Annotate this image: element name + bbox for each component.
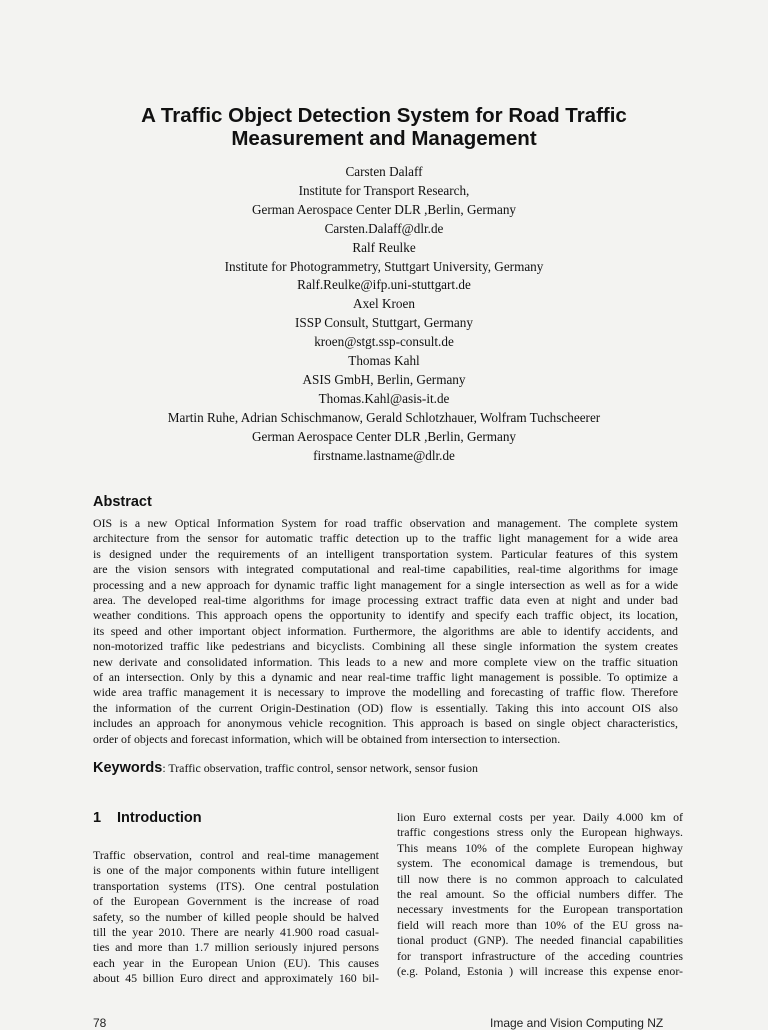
author-name: Ralf Reulke bbox=[352, 239, 416, 255]
author-email: kroen@stgt.ssp-consult.de bbox=[314, 334, 454, 350]
body-line: for transport infrastructure of the acceding countries bbox=[397, 948, 683, 963]
author-email: Carsten.Dalaff@dlr.de bbox=[324, 220, 444, 236]
abstract-line: its speed and other important object information. Furthermore, the algorithms are able to identify accidents, and bbox=[93, 623, 678, 638]
title-line: A Traffic Object Detection System for Road Traffic bbox=[141, 104, 627, 127]
author-affiliation: Institute for Transport Research, bbox=[298, 182, 470, 198]
abstract-line: the information of the current Origin-Destination (OD) flow is essentially. Taking this into account OIS also bbox=[93, 700, 678, 715]
body-line: traffic congestions stress only the European highways. bbox=[397, 825, 683, 840]
author-name: Thomas Kahl bbox=[348, 353, 420, 369]
left-column bbox=[93, 848, 379, 987]
author-affiliation: ASIS GmbH, Berlin, Germany bbox=[302, 371, 466, 387]
body-line: (e.g. Poland, Estonia ) will increase this expense enor- bbox=[397, 964, 683, 979]
abstract-heading: Abstract bbox=[93, 494, 152, 510]
abstract-line: weather conditions. This approach opens the opportunity to identify and specify each traffic object, its location, bbox=[93, 608, 678, 623]
abstract-line: is designed under the requirements of an intelligent transportation system. Particular features of this system bbox=[93, 546, 678, 561]
abstract-line: processing and a new approach for dynamic traffic light management for a single intersection as well as for a wide bbox=[93, 577, 678, 592]
body-line: Traffic observation, control and real-time management bbox=[93, 848, 379, 862]
body-line: transportation systems (ITS). One central postulation bbox=[93, 878, 379, 893]
body-line: till now there is no common approach to calculated bbox=[397, 871, 683, 886]
author-affiliation: German Aerospace Center DLR ,Berlin, Germany bbox=[251, 428, 517, 444]
abstract-line: order of objects and forecast information, which will be obtained from intersection to intersection. bbox=[93, 731, 561, 746]
author-name: Carsten Dalaff bbox=[345, 164, 423, 179]
body-line: lion Euro external costs per year. Daily 4.000 km of bbox=[397, 810, 683, 824]
abstract-line: OIS is a new Optical Information System for road traffic observation and management. The complete system bbox=[93, 516, 678, 530]
body-line: necessary investments for the European transportation bbox=[397, 902, 683, 917]
body-line: of the European Government is the increase of road bbox=[93, 894, 379, 909]
running-title: Image and Vision Computing NZ bbox=[490, 1016, 664, 1030]
section-heading bbox=[93, 810, 202, 826]
abstract-body bbox=[93, 516, 678, 747]
body-line: system. The economical damage is tremendous, but bbox=[397, 856, 683, 871]
keywords-text: : Traffic observation, traffic control, sensor network, sensor fusion bbox=[162, 761, 478, 775]
body-line: each year in the European Union (EU). This causes bbox=[93, 955, 379, 970]
author-email: Ralf.Reulke@ifp.uni-stuttgart.de bbox=[297, 277, 471, 293]
author-name: Martin Ruhe, Adrian Schischmanow, Gerald Schlotzhauer, Wolfram Tuchscheerer bbox=[167, 409, 601, 425]
abstract-line: wide area traffic management it is necessary to improve the modelling and forecasting of traffic flow. Therefore bbox=[93, 685, 678, 700]
page-number: 78 bbox=[93, 1016, 107, 1030]
author-affiliation: Institute for Photogrammetry, Stuttgart University, Germany bbox=[224, 258, 544, 274]
abstract-line: architecture from the sensor for automatic traffic detection up to the traffic light management for a wide area bbox=[93, 531, 678, 546]
abstract-line: includes an approach for anonymous vehicle recognition. This approach is based on single object characteristics, bbox=[93, 716, 678, 731]
body-line: field will reach more than 10% of the EU gross na- bbox=[397, 917, 683, 932]
keywords-label: Keywords bbox=[93, 760, 163, 776]
body-line: is one of the major components within future intelligent bbox=[93, 863, 379, 878]
abstract-line: area. The developed real-time algorithms for image processing extract traffic data even at night and under bad bbox=[93, 593, 678, 608]
author-affiliation: ISSP Consult, Stuttgart, Germany bbox=[295, 315, 473, 331]
body-line: till the year 2010. There are nearly 41.900 road casual- bbox=[93, 925, 379, 940]
abstract-line: of an intersection. Only by this a dynamic and near real-time traffic light management is possible. To optimize a bbox=[93, 670, 678, 685]
body-line: tional product (GNP). The needed financial capabilities bbox=[397, 933, 683, 948]
section-title: Introduction bbox=[117, 810, 202, 826]
author-email: Thomas.Kahl@asis-it.de bbox=[318, 390, 450, 406]
abstract-line: new derivate and consolidated information. This leads to a new and more complete view on the traffic situation bbox=[93, 654, 678, 669]
title-line: Measurement and Management bbox=[231, 127, 537, 150]
author-name: Axel Kroen bbox=[353, 296, 415, 312]
author-email: firstname.lastname@dlr.de bbox=[313, 447, 455, 463]
right-column bbox=[397, 810, 683, 979]
section-number: 1 bbox=[93, 810, 102, 826]
body-line: about 45 billion Euro direct and approximately 160 bil- bbox=[93, 971, 379, 986]
body-line: safety, so the number of killed people should be halved bbox=[93, 909, 379, 924]
author-block bbox=[60, 163, 708, 466]
body-line: the real amount. So the official numbers differ. The bbox=[397, 887, 683, 902]
keywords-line bbox=[93, 760, 478, 776]
body-line: ties and more than 1.7 million seriously injured persons bbox=[93, 940, 379, 955]
abstract-line: non-motorized traffic like pedestrians and bicyclists. Combining all these single information the system creates bbox=[93, 639, 678, 654]
abstract-line: are the vision sensors with integrated computational and real-time capabilities, real-time algorithms for image bbox=[93, 562, 678, 577]
paper-title bbox=[60, 104, 708, 150]
body-line: This means 10% of the complete European highway bbox=[397, 840, 683, 855]
author-affiliation: German Aerospace Center DLR ,Berlin, Germany bbox=[251, 201, 517, 217]
